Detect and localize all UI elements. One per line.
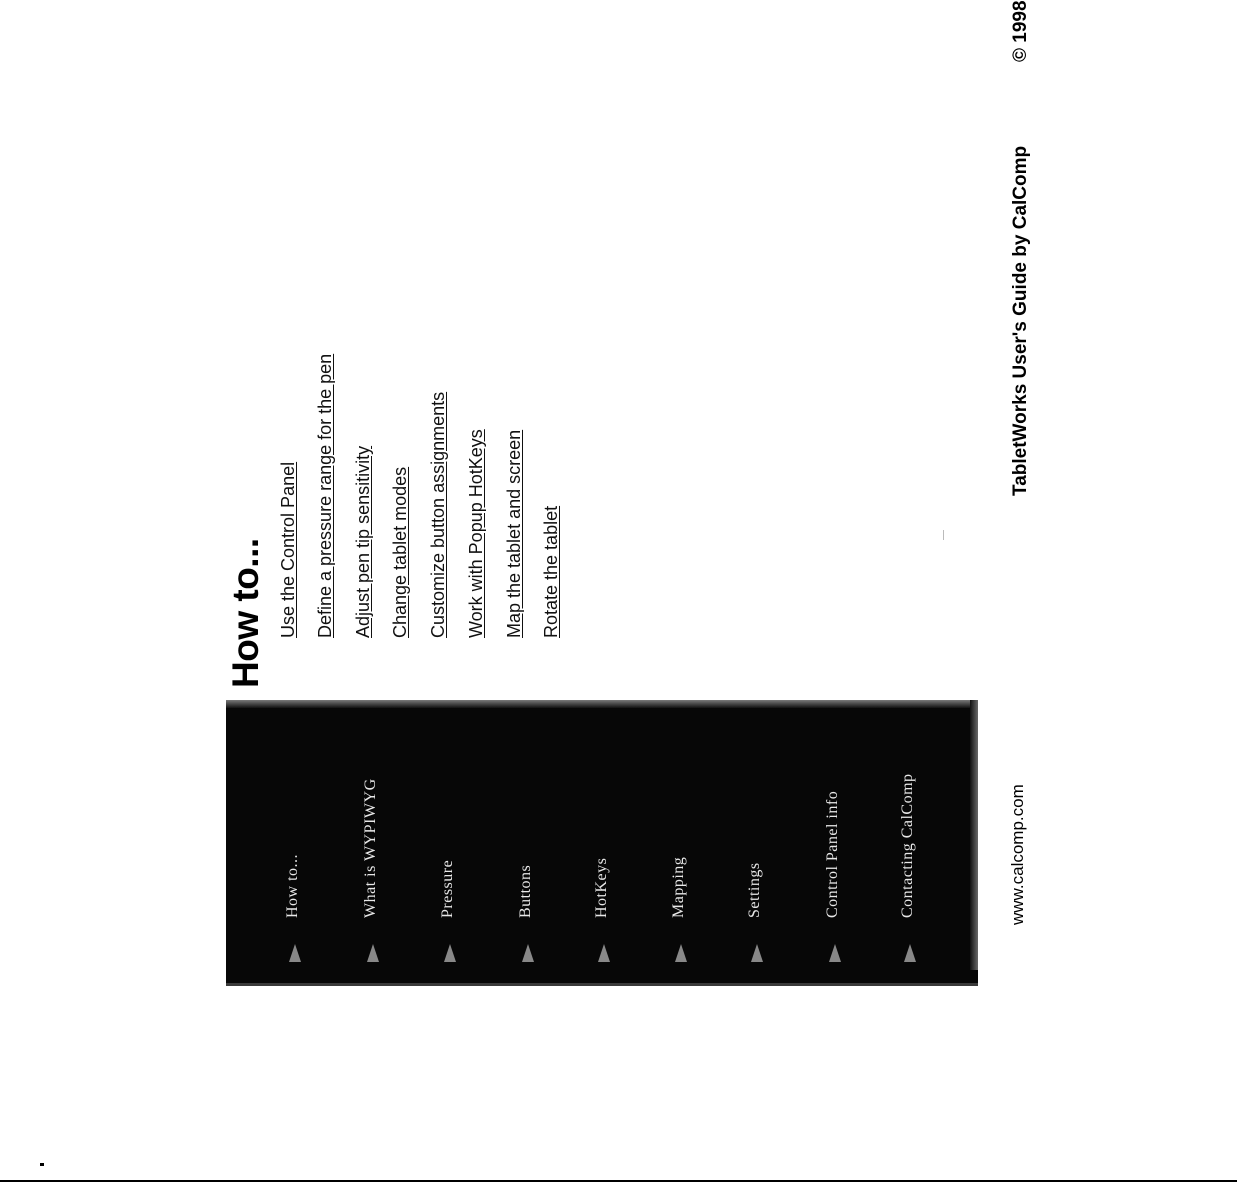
nav-item-settings[interactable] — [738, 710, 778, 980]
pen-icon — [826, 942, 844, 964]
pen-icon — [748, 942, 766, 964]
link-map-tablet-screen[interactable]: Map the tablet and screen — [504, 429, 524, 638]
link-rotate-tablet[interactable]: Rotate the tablet — [541, 505, 561, 638]
nav-item-label: Mapping — [670, 856, 687, 918]
link-change-tablet-modes[interactable]: Change tablet modes — [390, 466, 410, 638]
nav-item-label: Pressure — [439, 859, 456, 918]
link-use-control-panel[interactable]: Use the Control Panel — [278, 461, 298, 638]
link-define-pressure-range[interactable]: Define a pressure range for the pen — [315, 353, 335, 638]
pen-icon — [595, 942, 613, 964]
nav-item-hotkeys[interactable] — [585, 710, 625, 980]
nav-item-label: HotKeys — [593, 857, 610, 918]
pen-icon — [441, 942, 459, 964]
pen-icon — [286, 942, 304, 964]
nav-item-how-to[interactable] — [276, 710, 316, 980]
nav-item-label: How to... — [284, 853, 301, 918]
nav-item-label: Control Panel info — [824, 790, 841, 918]
link-adjust-pen-tip[interactable]: Adjust pen tip sensitivity — [353, 445, 373, 638]
nav-item-label: Settings — [746, 862, 763, 918]
link-popup-hotkeys[interactable]: Work with Popup HotKeys — [466, 429, 486, 638]
website-link[interactable]: www.calcomp.com — [1008, 784, 1027, 925]
page-title: How to... — [225, 538, 266, 688]
pen-icon — [519, 942, 537, 964]
divider — [943, 530, 944, 540]
pen-icon — [901, 942, 919, 964]
nav-item-control-panel-info[interactable] — [816, 710, 856, 980]
nav-item-buttons[interactable] — [509, 710, 549, 980]
nav-item-pressure[interactable] — [431, 710, 471, 980]
pen-icon — [364, 942, 382, 964]
nav-item-what-is-wypiwyg[interactable] — [354, 710, 394, 980]
link-customize-buttons[interactable]: Customize button assignments — [428, 391, 448, 638]
pen-icon — [672, 942, 690, 964]
nav-item-label: Buttons — [517, 864, 534, 918]
nav-item-label: What is WYPIWYG — [362, 778, 379, 918]
guide-title: TabletWorks User's Guide by CalComp — [1010, 145, 1031, 496]
bottom-divider — [0, 1180, 1237, 1182]
scan-speck — [40, 1163, 44, 1166]
nav-item-label: Contacting CalComp — [899, 773, 916, 918]
navigation-panel — [226, 700, 978, 986]
nav-item-mapping[interactable] — [662, 710, 702, 980]
copyright-text: © 1998 — [1010, 0, 1031, 62]
nav-item-contacting-calcomp[interactable] — [891, 710, 931, 980]
